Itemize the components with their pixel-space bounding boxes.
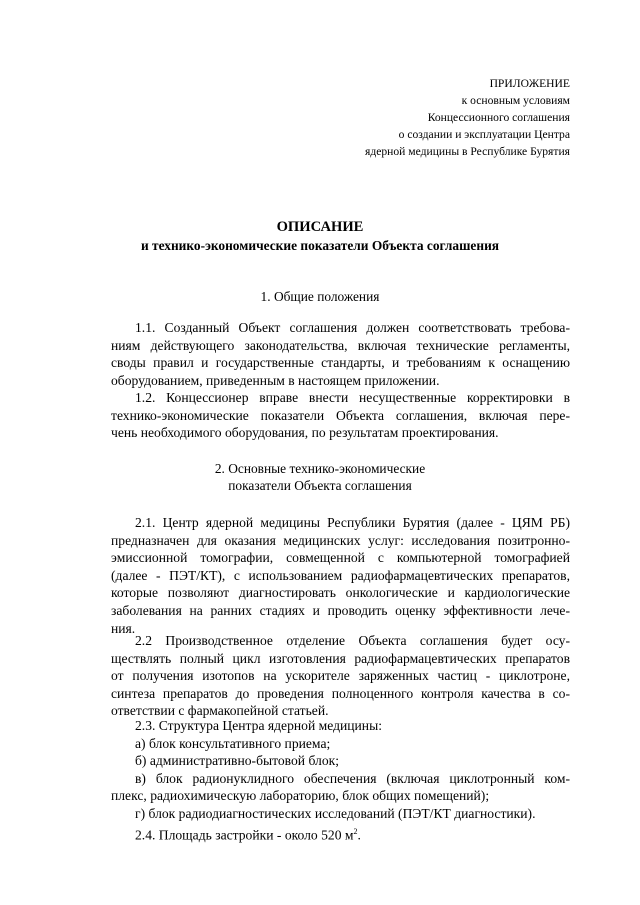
appendix-label: ПРИЛОЖЕНИЕ: [489, 77, 570, 90]
text-line: эмиссионной томографии, совмещенной с компьютерной томографией: [111, 550, 570, 566]
appendix-header: [365, 76, 570, 161]
list-intro: 2.3. Структура Центра ядерной медицины:: [135, 718, 382, 733]
text-line: 2.1. Центр ядерной медицины Республики Бурятия (далее - ЦЯМ РБ): [135, 515, 570, 530]
paragraph-2-3: [111, 717, 570, 823]
text-line: предназначен для оказания медицинских услуг: исследования позитронно-: [111, 532, 570, 548]
paragraph-2-2: [111, 632, 570, 720]
section-2-heading-line-1: 2. Основные технико-экономические: [214, 461, 426, 476]
section-1-heading: 1. Общие положения: [260, 289, 380, 304]
appendix-line: к основным условиям: [461, 93, 570, 107]
document-title: ОПИСАНИЕ: [276, 219, 364, 235]
text-line: которые позволяют диагностировать онкологические и кардиологические: [111, 585, 570, 601]
text-line: своды правил и государственные стандарты, и требованиям к оснащению: [111, 355, 570, 371]
appendix-line: ядерной медицины в Республике Бурятия: [365, 144, 570, 158]
text-line: (далее - ПЭТ/КТ), с использованием радиофармацевтических препаратов,: [111, 567, 570, 583]
list-item: б) административно-бытовой блок;: [135, 753, 340, 769]
text-line: 1.2. Концессионер вправе внести несущественные корректировки в: [135, 390, 570, 405]
document-subtitle: и технико-экономические показатели Объекта соглашения: [140, 238, 500, 253]
text-line: ответствии с фармакопейной статьей.: [111, 703, 329, 719]
area-superscript: 2: [353, 827, 358, 836]
list-item-continuation: плекс, радиохимическую лабораторию, блок общих помещений);: [111, 788, 490, 804]
text-line: [111, 823, 570, 844]
area-period: .: [357, 827, 361, 843]
text-line: заболевания на ранних стадиях и проводить оценку эффективности лече-: [111, 602, 570, 618]
list-item: г) блок радиодиагностических исследований (ПЭТ/КТ диагностики).: [135, 805, 536, 821]
appendix-line: о создании и эксплуатации Центра: [398, 127, 570, 141]
text-line: 2.2 Производственное отделение Объекта соглашения будет осу-: [135, 633, 570, 648]
text-line: чень необходимого оборудования, по результатам проектирования.: [111, 425, 499, 441]
appendix-line: Концессионного соглашения: [427, 110, 570, 124]
text-line: синтеза препаратов до проведения полноценного контроля качества в со-: [111, 685, 570, 701]
text-line: оборудованием, приведенным в настоящем приложении.: [111, 372, 440, 388]
section-2-heading-line-2: показатели Объекта соглашения: [228, 478, 412, 493]
text-line: ществлять полный цикл изготовления радиофармацевтических препаратов: [111, 650, 570, 666]
text-line: от получения изотопов на ускорителе заряженных частиц - циклотроне,: [111, 668, 570, 684]
text-line: 1.1. Созданный Объект соглашения должен соответствовать требова-: [135, 320, 570, 335]
text-line: технико-экономические показатели Объекта соглашения, включая пере-: [111, 407, 570, 423]
list-item: а) блок консультативного приема;: [135, 735, 331, 751]
paragraph-2-1: [111, 514, 570, 637]
paragraph-1-2: [111, 389, 570, 442]
text-line: ния.: [111, 620, 136, 636]
list-item: в) блок радионуклидного обеспечения (включая циклотронный ком-: [135, 770, 570, 786]
paragraph-2-4: [111, 823, 570, 844]
area-text: 2.4. Площадь застройки - около 520 м: [135, 827, 354, 843]
text-line: ниям действующего законодательства, включая технические регламенты,: [111, 337, 570, 353]
paragraph-1-1: [111, 319, 570, 389]
